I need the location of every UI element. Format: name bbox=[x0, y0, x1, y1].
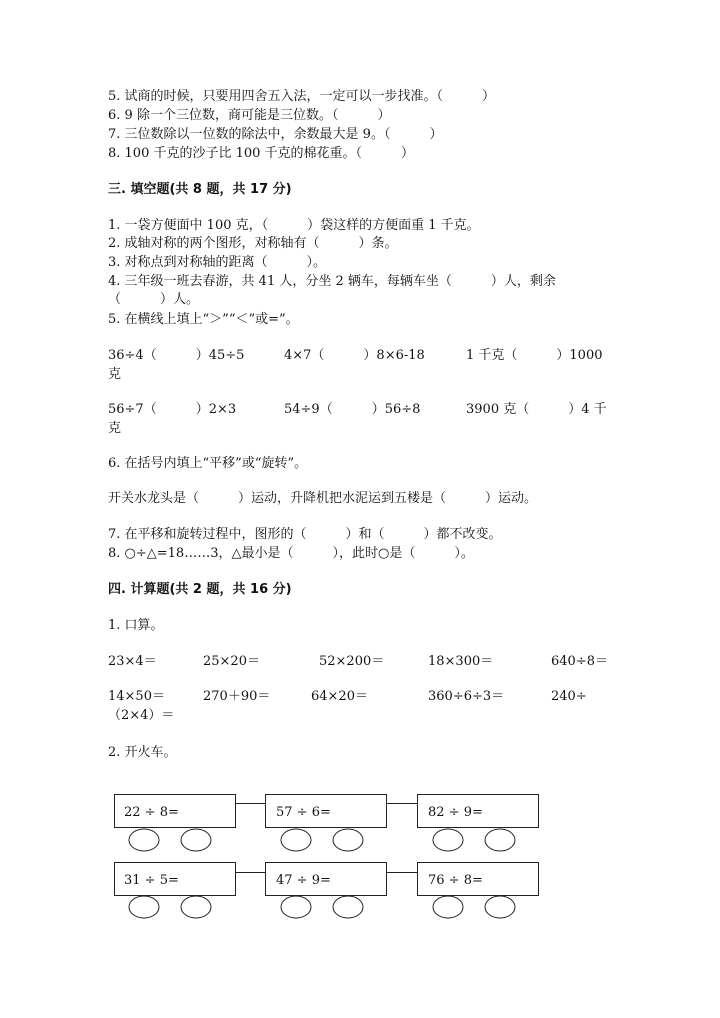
train-wheel bbox=[333, 896, 363, 918]
train-expr-1-2: 57 ÷ 6= bbox=[276, 805, 331, 820]
oral-calc-1-5: 640÷8＝ bbox=[551, 654, 608, 669]
compare-1-2: 4×7（ ）8×6-18 bbox=[284, 348, 425, 363]
section-4-title: 四. 计算题(共 2 题，共 16 分) bbox=[108, 582, 292, 597]
train-wheel bbox=[181, 896, 211, 918]
train-expr-2-2: 47 ÷ 9= bbox=[276, 873, 331, 888]
fill-question-2: 2. 成轴对称的两个图形，对称轴有（ ）条。 bbox=[108, 236, 398, 251]
section-3-title: 三. 填空题(共 8 题，共 17 分) bbox=[108, 182, 292, 197]
train-wheel bbox=[433, 896, 463, 918]
fill-question-3: 3. 对称点到对称轴的距离（ ）。 bbox=[108, 255, 327, 270]
oral-calc-2-1: 14×50＝ bbox=[108, 689, 165, 704]
compare-1-3: 1 千克（ ）1000 bbox=[466, 348, 603, 363]
train-wheel bbox=[485, 829, 515, 851]
judge-question-7: 7. 三位数除以一位数的除法中，余数最大是 9。（ ） bbox=[108, 127, 443, 142]
fill-question-4: 4. 三年级一班去春游，共 41 人，分坐 2 辆车，每辆车坐（ ）人，剩余 bbox=[108, 274, 556, 289]
compare-1-1: 36÷4（ ）45÷5 bbox=[108, 348, 245, 363]
train-wheel bbox=[181, 829, 211, 851]
train-wheel bbox=[485, 896, 515, 918]
oral-calc-2-4: 360÷6÷3＝ bbox=[428, 689, 505, 704]
oral-calc-2-2: 270＋90＝ bbox=[203, 689, 271, 704]
fill-question-6-body: 开关水龙头是（ ）运动，升降机把水泥运到五楼是（ ）运动。 bbox=[108, 491, 538, 506]
fill-question-5: 5. 在横线上填上“＞”“＜”或=”。 bbox=[108, 312, 299, 327]
train-expr-2-1: 31 ÷ 5= bbox=[124, 873, 179, 888]
fill-question-8: 8. ○÷△=18……3，△最小是（ ），此时○是（ ）。 bbox=[108, 546, 474, 561]
fill-question-6: 6. 在括号内填上“平移”或“旋转”。 bbox=[108, 456, 308, 471]
train-wheel bbox=[333, 829, 363, 851]
oral-calc-2-5: 240÷ bbox=[551, 689, 587, 704]
calc-question-1: 1. 口算。 bbox=[108, 618, 164, 633]
oral-calc-1-3: 52×200＝ bbox=[319, 654, 385, 669]
train-wheel bbox=[281, 829, 311, 851]
judge-question-8: 8. 100 千克的沙子比 100 千克的棉花重。（ ） bbox=[108, 146, 415, 161]
train-wheel bbox=[433, 829, 463, 851]
train-wheel bbox=[129, 896, 159, 918]
train-wheel bbox=[281, 896, 311, 918]
judge-question-6: 6. 9 除一个三位数，商可能是三位数。（ ） bbox=[108, 108, 391, 123]
compare-2-wrap: 克 bbox=[108, 421, 122, 436]
calc-question-2: 2. 开火车。 bbox=[108, 745, 177, 760]
fill-question-1: 1. 一袋方便面中 100 克，（ ）袋这样的方便面重 1 千克。 bbox=[108, 218, 480, 233]
fill-question-7: 7. 在平移和旋转过程中，图形的（ ）和（ ）都不改变。 bbox=[108, 527, 502, 542]
oral-calc-2-3: 64×20＝ bbox=[311, 689, 368, 704]
train-wheel bbox=[129, 829, 159, 851]
train-expr-2-3: 76 ÷ 8= bbox=[428, 873, 483, 888]
oral-calc-2-wrap: （2×4）＝ bbox=[108, 708, 175, 723]
oral-calc-1-1: 23×4＝ bbox=[108, 654, 157, 669]
compare-2-2: 54÷9（ ）56÷8 bbox=[284, 402, 421, 417]
oral-calc-1-2: 25×20＝ bbox=[203, 654, 260, 669]
compare-2-1: 56÷7（ ）2×3 bbox=[108, 402, 237, 417]
fill-question-4-wrap: （ ）人。 bbox=[108, 292, 200, 307]
judge-question-5: 5. 试商的时候，只要用四舍五入法，一定可以一步找准。（ ） bbox=[108, 89, 496, 104]
train-expr-1-1: 22 ÷ 8= bbox=[124, 805, 179, 820]
compare-1-wrap: 克 bbox=[108, 367, 122, 382]
train-expr-1-3: 82 ÷ 9= bbox=[428, 805, 483, 820]
compare-2-3: 3900 克（ ）4 千 bbox=[466, 402, 607, 417]
oral-calc-1-4: 18×300＝ bbox=[428, 654, 494, 669]
